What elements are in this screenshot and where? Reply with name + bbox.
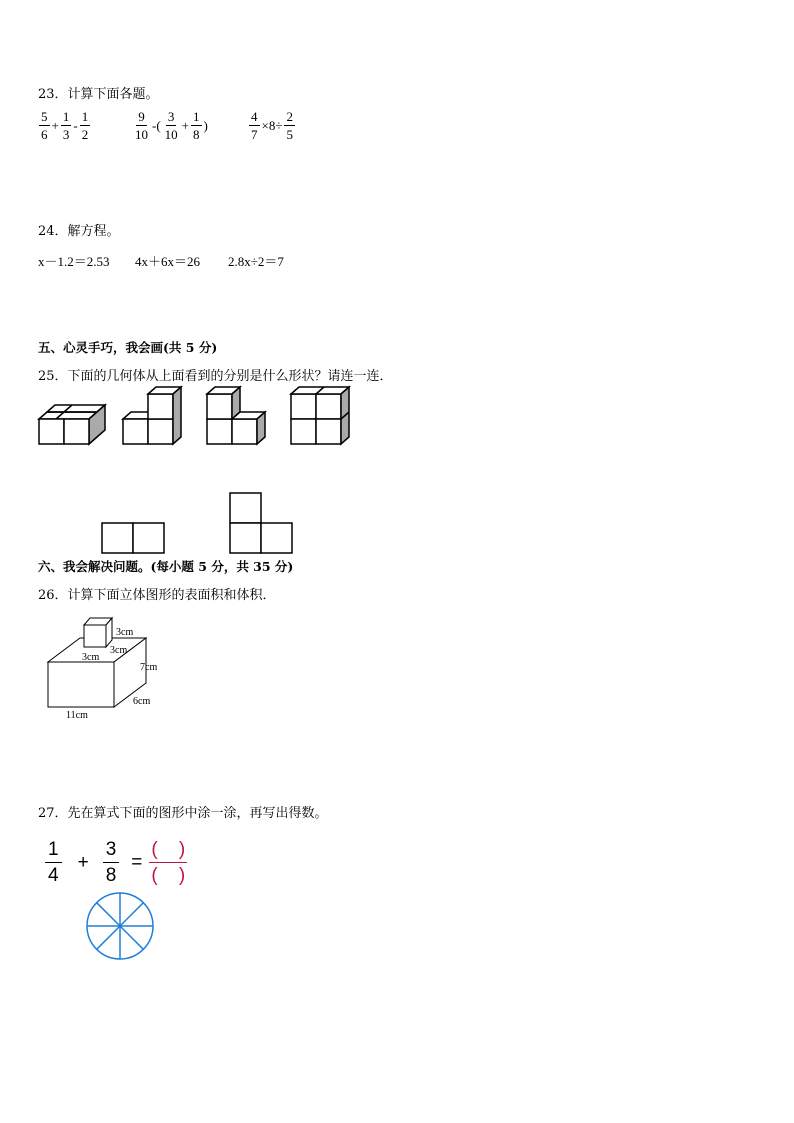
- fraction-denominator: 8: [105, 865, 117, 886]
- operator: ×8÷: [261, 117, 283, 133]
- operator: +: [181, 117, 190, 133]
- operator: ): [203, 117, 208, 133]
- fraction-numerator: 2: [286, 109, 293, 124]
- fraction-numerator: 9: [138, 109, 145, 124]
- q27-circle-figure[interactable]: [84, 890, 156, 962]
- fraction-numerator: 1: [62, 109, 70, 124]
- label-small-width: 3cm: [82, 652, 100, 663]
- section-5-heading: 五、心灵手巧，我会画(共 5 分): [38, 340, 218, 355]
- fraction-numerator: 5: [41, 109, 48, 124]
- fraction-denominator: 10: [164, 127, 178, 142]
- small-front-face: [84, 625, 106, 647]
- label-big-depth: 6cm: [133, 696, 151, 707]
- fraction-numerator: 4: [251, 109, 258, 124]
- top-view-2: [230, 493, 292, 553]
- q26-solid-figure: [40, 612, 180, 724]
- q23-expression-2: [132, 110, 209, 141]
- q25-title: 25．下面的几何体从上面看到的分别是什么形状？请连一连．: [38, 369, 393, 384]
- fraction-numerator: 3: [167, 109, 175, 124]
- fraction-denominator: 6: [41, 127, 48, 142]
- fraction-denominator: 3: [62, 127, 70, 142]
- equation-3: 2.8x÷2＝7: [228, 254, 284, 269]
- q27-expression: [44, 840, 188, 885]
- operator: +: [51, 117, 59, 133]
- label-small-depth: 3cm: [110, 645, 128, 656]
- fraction-numerator: 3: [103, 840, 120, 863]
- solid-1: [39, 405, 105, 444]
- equation-2: 4x＋6x＝26: [135, 254, 201, 269]
- top-view-1: [102, 523, 164, 553]
- q23-title: 23．计算下面各题。: [38, 87, 159, 102]
- q26-title: 26．计算下面立体图形的表面积和体积．: [38, 588, 276, 603]
- operator: -: [73, 117, 78, 133]
- label-small-height: 3cm: [116, 627, 134, 638]
- answer-denominator-blank[interactable]: ( ): [151, 865, 186, 886]
- q25-top-views: [95, 490, 300, 555]
- solid-2: [123, 387, 181, 444]
- operator: -(: [152, 117, 161, 133]
- plus-operator: +: [77, 851, 89, 873]
- solid-3: [207, 387, 265, 444]
- label-big-length: 11cm: [66, 710, 88, 721]
- equals-operator: =: [131, 851, 143, 873]
- fraction-numerator: 1: [193, 109, 200, 124]
- fraction-denominator: 2: [81, 127, 89, 142]
- solid-4: [291, 387, 349, 444]
- fraction-denominator: 5: [286, 127, 293, 142]
- big-front-face: [48, 662, 114, 707]
- fraction-denominator: 10: [135, 127, 148, 142]
- q27-title: 27．先在算式下面的图形中涂一涂，再写出得数。: [38, 806, 328, 821]
- fraction-denominator: 8: [193, 127, 200, 142]
- fraction-numerator: 1: [81, 109, 89, 124]
- q23-expression-1: [38, 110, 91, 141]
- fraction-denominator: 4: [48, 865, 59, 886]
- answer-fraction-blank[interactable]: [149, 840, 187, 885]
- q25-solids: [30, 380, 370, 455]
- section-6-heading: 六、我会解决问题。(每小题 5 分，共 35 分): [38, 559, 294, 574]
- label-big-height: 7cm: [140, 662, 158, 673]
- answer-numerator-blank[interactable]: ( ): [149, 840, 187, 863]
- fraction-denominator: 7: [251, 127, 258, 142]
- q23-expression-3: [248, 110, 296, 141]
- q24-title: 24．解方程。: [38, 224, 120, 239]
- fraction-numerator: 1: [45, 840, 62, 863]
- equation-1: x－1.2＝2.53: [38, 254, 110, 269]
